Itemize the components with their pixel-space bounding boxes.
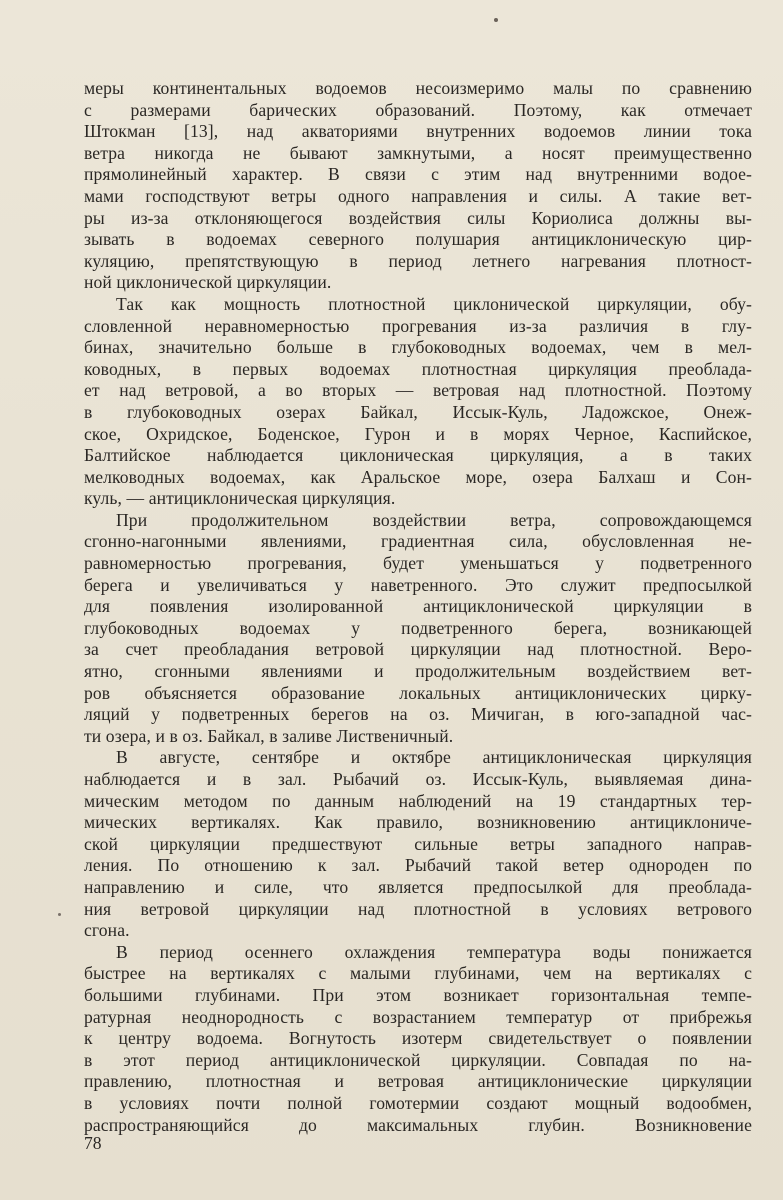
text-line: меры континентальных водоемов несоизмеримо малы по сравнению [84, 78, 752, 98]
text-line: зывать в водоемах северного полушария антициклоническую цир- [84, 229, 752, 250]
page-number: 78 [84, 1133, 102, 1153]
text-line: В августе, сентябре и октябре антициклоническая циркуляция [116, 747, 752, 768]
text-line: ров объясняется образование локальных антициклонических цирку- [84, 682, 752, 703]
text-line: ководных, в первых водоемах плотностная циркуляция преоблада- [84, 358, 752, 379]
text-line: ятно, сгонными явлениями и продолжительным воздействием вет- [84, 661, 752, 682]
text-line: в этот период антициклонической циркуляции. Совпадая по на- [84, 1049, 752, 1070]
text-line: куляцию, препятствующую в период летнего нагревания плотност- [84, 250, 752, 271]
text-line: в условиях почти полной гомотермии создают мощный водообмен, [84, 1092, 752, 1113]
text-line: ной циклонической циркуляции. [84, 272, 332, 293]
text-line: ской циркуляции предшествуют сильные ветры западного направ- [84, 833, 752, 854]
text-line: для появления изолированной антициклонической циркуляции в [84, 596, 752, 617]
text-line: мических вертикалях. Как правило, возникновению антициклониче- [84, 812, 752, 833]
text-line: ры из-за отклоняющегося воздействия силы Кориолиса должны вы- [84, 207, 752, 228]
text-line: Штокман [13], над акваториями внутренних водоемов линии тока [84, 121, 752, 142]
text-line: к центру водоема. Вогнутость изотерм свидетельствует о появлении [84, 1028, 752, 1049]
text-line: большими глубинами. При этом возникает горизонтальная темпе- [84, 984, 752, 1005]
text-line: сгона. [84, 920, 130, 941]
text-line: В период осеннего охлаждения температура воды понижается [116, 941, 752, 962]
text-line: словленной неравномерностью прогревания из-за различия в глу- [84, 315, 752, 336]
text-line: Балтийское наблюдается циклоническая циркуляция, а в таких [84, 445, 752, 466]
text-line: мами господствуют ветры одного направления и силы. А такие вет- [84, 185, 752, 206]
text-line: распространяющийся до максимальных глубин. Возникновение [84, 1114, 752, 1135]
text-line: Так как мощность плотностной циклонической циркуляции, обу- [116, 293, 752, 314]
text-line: с размерами барических образований. Поэтому, как отмечает [84, 99, 752, 120]
text-line: ет над ветровой, а во вторых — ветровая над плотностной. Поэтому [84, 380, 752, 401]
text-line: бинах, значительно больше в глубоководных водоемах, чем в мел- [84, 337, 752, 358]
print-speck [494, 18, 498, 22]
text-line: наблюдается и в зал. Рыбачий оз. Иссык-Куль, выявляемая дина- [84, 769, 752, 789]
text-line: ния ветровой циркуляции над плотностной в условиях ветрового [84, 898, 752, 919]
text-line: быстрее на вертикалях с малыми глубинами, чем на вертикалях с [84, 963, 752, 984]
text-line: равномерностью прогревания, будет уменьшаться у подветренного [84, 553, 752, 574]
text-line: ляций у подветренных берегов на оз. Мичиган, в юго-западной час- [84, 704, 752, 725]
text-line: ратурная неоднородность с возрастанием температур от прибрежья [84, 1006, 752, 1027]
text-line: мелководных водоемах, как Аральское море, озера Балхаш и Сон- [84, 466, 752, 487]
text-line: сгонно-нагонными явлениями, градиентная сила, обусловленная не- [84, 531, 752, 552]
text-line: глубоководных водоемах у подветренного берега, возникающей [84, 617, 752, 638]
text-line: правлению, плотностная и ветровая антициклонические циркуляции [84, 1071, 752, 1092]
body-text [84, 78, 752, 1136]
text-line: берега и увеличиваться у наветренного. Это служит предпосылкой [84, 574, 752, 595]
text-line: ти озера, и в оз. Байкал, в заливе Лиственичный. [84, 725, 454, 746]
text-line: за счет преобладания ветровой циркуляции над плотностной. Веро- [84, 639, 752, 660]
text-line: ветра никогда не бывают замкнутыми, а носят преимущественно [84, 142, 752, 163]
text-line: ское, Охридское, Боденское, Гурон и в морях Черное, Каспийское, [84, 423, 752, 444]
text-line: прямолинейный характер. В связи с этим над внутренними водое- [84, 164, 752, 185]
text-line: направлению и силе, что является предпосылкой для преоблада- [84, 876, 752, 897]
text-line: При продолжительном воздействии ветра, сопровождающемся [116, 509, 752, 530]
text-line: мическим методом по данным наблюдений на 19 стандартных тер- [84, 790, 752, 811]
text-line: ления. По отношению к зал. Рыбачий такой ветер однороден по [84, 855, 752, 876]
print-speck-margin [58, 913, 61, 916]
text-line: в глубоководных озерах Байкал, Иссык-Куль, Ладожское, Онеж- [84, 401, 752, 422]
text-line: куль, — антициклоническая циркуляция. [84, 488, 396, 509]
